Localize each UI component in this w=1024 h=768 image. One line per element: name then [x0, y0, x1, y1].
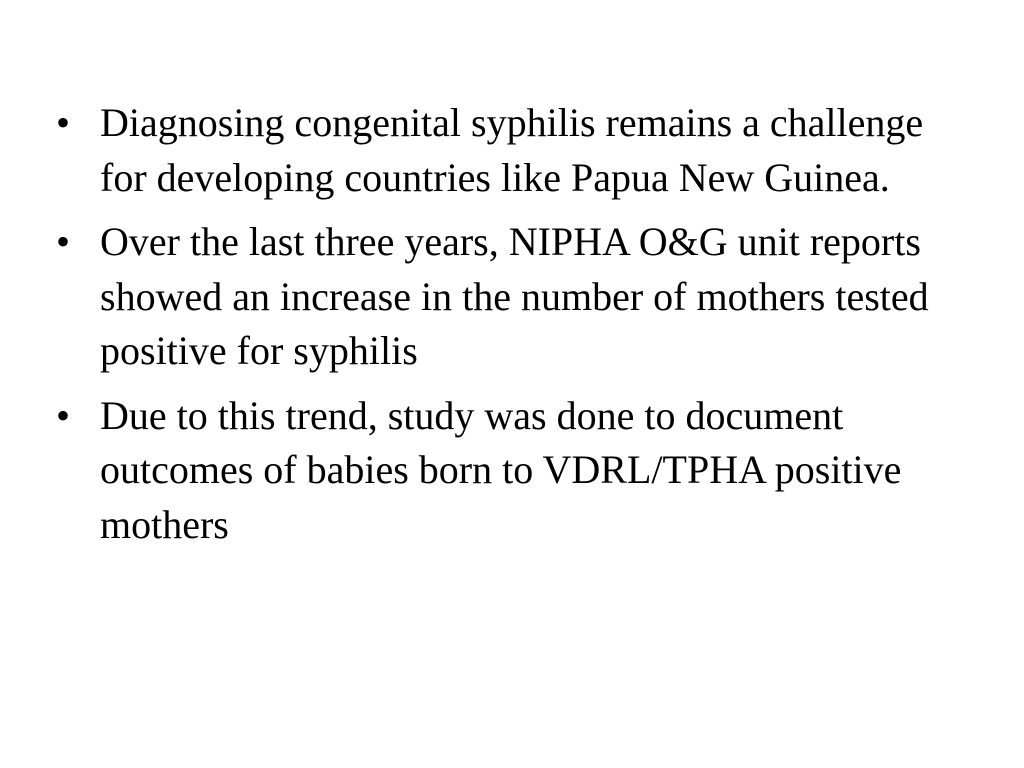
- bullet-text: Over the last three years, NIPHA O&G unit reports showed an increase in the number of mothers tested positive for syphilis: [100, 219, 929, 373]
- bullet-dot-icon: •: [56, 219, 71, 264]
- bullet-text: Due to this trend, study was done to document outcomes of babies born to VDRL/TPHA positive mothers: [100, 392, 902, 547]
- bullet-list: [56, 96, 976, 562]
- bullet-item: [56, 215, 976, 379]
- bullet-item: [56, 96, 976, 205]
- bullet-dot-icon: •: [56, 100, 71, 145]
- bullet-item: [56, 389, 976, 553]
- bullet-dot-icon: •: [56, 392, 71, 438]
- bullet-text: Diagnosing congenital syphilis remains a challenge for developing countries like Papua New Guinea.: [100, 100, 924, 200]
